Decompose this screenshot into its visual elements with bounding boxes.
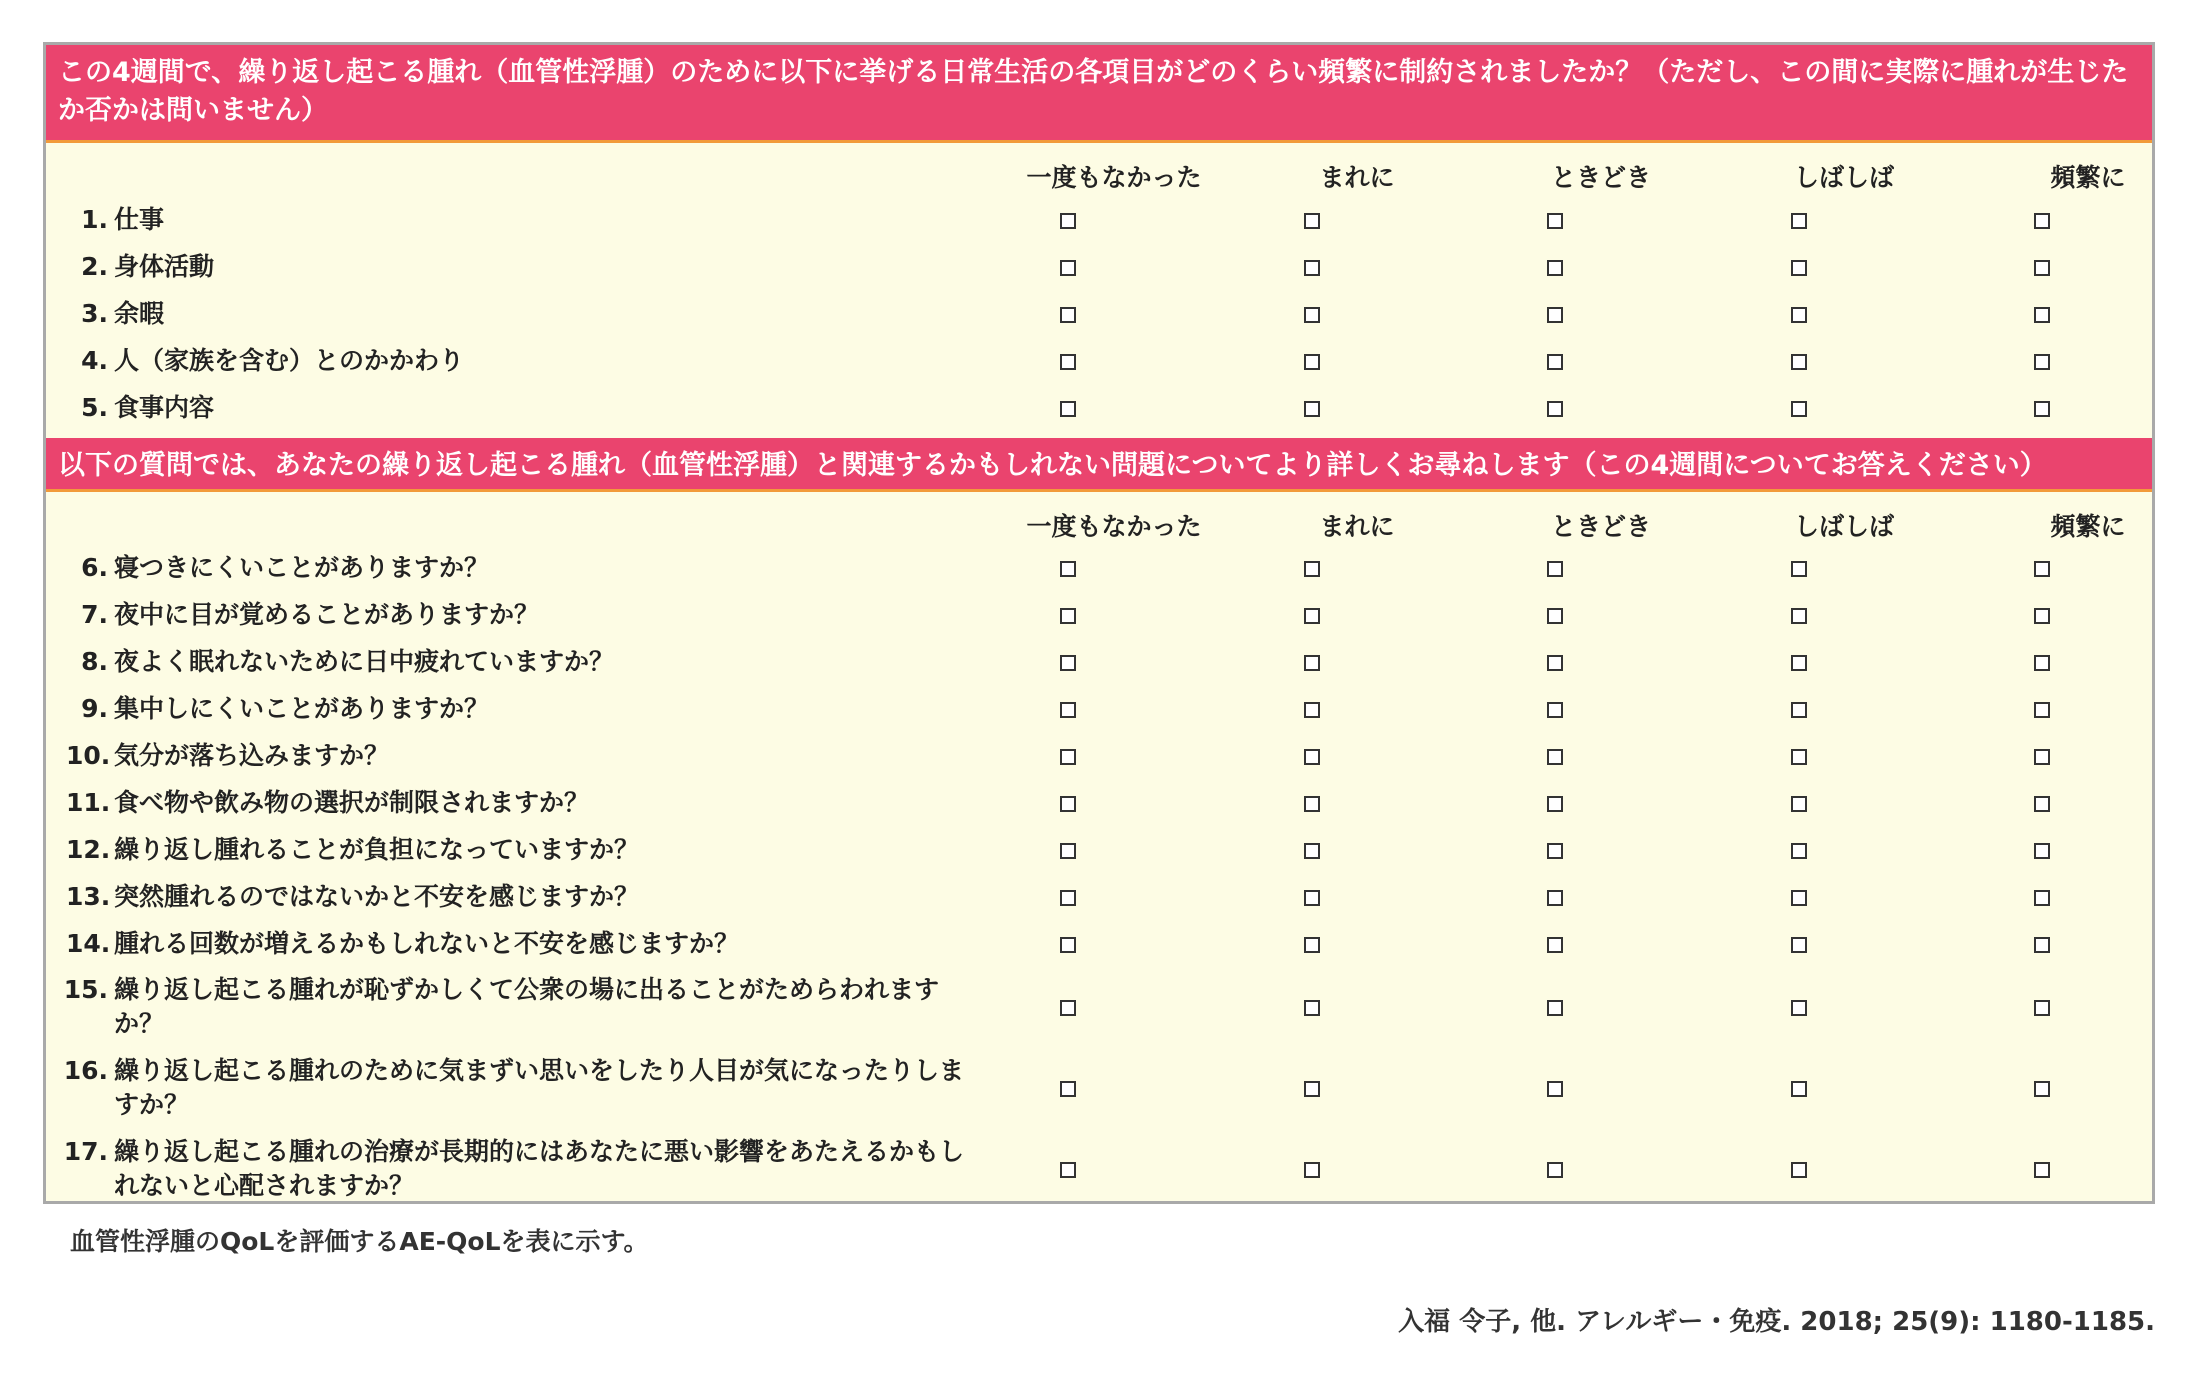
checkbox[interactable] (1304, 890, 1320, 906)
checkbox[interactable] (1547, 843, 1563, 859)
question-row: 14. 腫れる回数が増えるかもしれないと不安を感じますか？ (66, 929, 740, 958)
checkbox[interactable] (1060, 561, 1076, 577)
checkbox[interactable] (1791, 561, 1807, 577)
checkbox[interactable] (1304, 1081, 1320, 1097)
col-often: しばしば (1793, 163, 1894, 192)
checkbox[interactable] (1060, 890, 1076, 906)
checkbox[interactable] (1060, 655, 1076, 671)
checkbox[interactable] (1304, 1000, 1320, 1016)
checkbox[interactable] (1547, 749, 1563, 765)
checkbox[interactable] (1304, 561, 1320, 577)
checkbox[interactable] (1547, 796, 1563, 812)
checkbox[interactable] (1304, 307, 1320, 323)
checkbox[interactable] (2034, 655, 2050, 671)
checkbox[interactable] (1060, 1162, 1076, 1178)
question-row: 6. 寝つきにくいことがありますか？ (81, 553, 490, 582)
checkbox[interactable] (1791, 354, 1807, 370)
question-row: 3. 余暇 (81, 299, 165, 328)
checkbox[interactable] (2034, 401, 2050, 417)
checkbox[interactable] (1304, 608, 1320, 624)
checkbox[interactable] (1547, 655, 1563, 671)
col-sometimes: ときどき (1550, 512, 1651, 541)
checkbox[interactable] (2034, 608, 2050, 624)
checkbox[interactable] (2034, 749, 2050, 765)
checkbox[interactable] (2034, 890, 2050, 906)
checkbox[interactable] (2034, 307, 2050, 323)
question-row: 1. 仕事 (81, 205, 165, 234)
checkbox[interactable] (1547, 354, 1563, 370)
question-row: 17. 繰り返し起こる腫れの治療が長期的にはあなたに悪い影響をあたえるかもしれないと心配されますか？ (63, 1137, 965, 1200)
checkbox[interactable] (1791, 260, 1807, 276)
checkbox[interactable] (1304, 843, 1320, 859)
checkbox[interactable] (1060, 213, 1076, 229)
question-row: 16. 繰り返し起こる腫れのために気まずい思いをしたり人目が気になったりしますか？ (63, 1056, 965, 1119)
checkbox[interactable] (1304, 796, 1320, 812)
checkbox[interactable] (1547, 561, 1563, 577)
checkbox[interactable] (1060, 1081, 1076, 1097)
checkbox[interactable] (1791, 843, 1807, 859)
checkbox[interactable] (2034, 1162, 2050, 1178)
checkbox[interactable] (1060, 796, 1076, 812)
question-row: 11. 食べ物や飲み物の選択が制限されますか？ (66, 788, 590, 817)
checkbox[interactable] (1547, 401, 1563, 417)
col-rarely: まれに (1319, 163, 1395, 192)
checkbox[interactable] (1547, 702, 1563, 718)
checkbox[interactable] (1547, 307, 1563, 323)
checkbox[interactable] (1791, 608, 1807, 624)
question-row: 5. 食事内容 (81, 393, 215, 422)
checkbox[interactable] (2034, 702, 2050, 718)
question-row: 2. 身体活動 (81, 252, 215, 281)
citation: 入福 令子, 他. アレルギー・免疫. 2018; 25(9): 1180-1185. (1398, 1307, 2155, 1337)
checkbox[interactable] (2034, 213, 2050, 229)
checkbox[interactable] (1547, 1000, 1563, 1016)
checkbox[interactable] (1547, 1162, 1563, 1178)
question-row: 10. 気分が落ち込みますか？ (66, 741, 390, 770)
checkbox[interactable] (2034, 354, 2050, 370)
col-very-often: 頻繁に (2050, 512, 2126, 541)
checkbox[interactable] (1791, 213, 1807, 229)
checkbox[interactable] (1304, 354, 1320, 370)
question-row: 15. 繰り返し起こる腫れが恥ずかしくて公衆の場に出ることがためらわれますか？ (63, 975, 940, 1038)
checkbox[interactable] (1060, 749, 1076, 765)
checkbox[interactable] (2034, 796, 2050, 812)
question-row: 4. 人（家族を含む）とのかかわり (81, 346, 465, 375)
checkbox[interactable] (1060, 843, 1076, 859)
section2-header: 以下の質問では、あなたの繰り返し起こる腫れ（血管性浮腫）と関連するかもしれない問題についてより詳しくお尋ねします（この4週間についてお答えください） (46, 438, 2152, 492)
question-row: 7. 夜中に目が覚めることがありますか？ (81, 600, 540, 629)
checkbox[interactable] (1791, 655, 1807, 671)
checkbox[interactable] (1791, 401, 1807, 417)
col-never: 一度もなかった (1026, 163, 1202, 192)
checkbox[interactable] (1304, 260, 1320, 276)
checkbox[interactable] (1791, 1081, 1807, 1097)
checkbox[interactable] (1060, 608, 1076, 624)
section1-header: この4週間で、繰り返し起こる腫れ（血管性浮腫）のために以下に挙げる日常生活の各項目がどのくらい頻繁に制約されましたか？（ただし、この間に実際に腫れが生じたか否かは問いません） (46, 45, 2152, 143)
checkbox[interactable] (1060, 307, 1076, 323)
question-row: 8. 夜よく眠れないために日中疲れていますか？ (81, 647, 615, 676)
question-row: 12. 繰り返し腫れることが負担になっていますか？ (66, 835, 640, 864)
col-never: 一度もなかった (1026, 512, 1202, 541)
checkbox[interactable] (1304, 702, 1320, 718)
checkbox[interactable] (1791, 937, 1807, 953)
checkbox[interactable] (1791, 796, 1807, 812)
checkbox[interactable] (1791, 1162, 1807, 1178)
checkbox[interactable] (2034, 260, 2050, 276)
checkbox[interactable] (2034, 843, 2050, 859)
checkbox[interactable] (1791, 307, 1807, 323)
checkbox[interactable] (1060, 401, 1076, 417)
checkbox[interactable] (1060, 260, 1076, 276)
checkbox[interactable] (1547, 937, 1563, 953)
checkbox[interactable] (2034, 937, 2050, 953)
table-caption: 血管性浮腫のQoLを評価するAE-QoLを表に示す。 (70, 1227, 649, 1256)
checkbox[interactable] (1547, 213, 1563, 229)
checkbox[interactable] (1060, 702, 1076, 718)
checkbox[interactable] (1547, 1081, 1563, 1097)
checkbox[interactable] (2034, 1081, 2050, 1097)
col-sometimes: ときどき (1550, 163, 1651, 192)
checkbox[interactable] (1791, 702, 1807, 718)
checkbox[interactable] (1304, 1162, 1320, 1178)
checkbox[interactable] (1791, 1000, 1807, 1016)
col-often: しばしば (1793, 512, 1894, 541)
checkbox[interactable] (1547, 260, 1563, 276)
questionnaire-table (43, 42, 2155, 1204)
checkbox[interactable] (1304, 749, 1320, 765)
checkbox[interactable] (1304, 213, 1320, 229)
checkbox[interactable] (1791, 890, 1807, 906)
checkbox[interactable] (2034, 561, 2050, 577)
checkbox[interactable] (1304, 655, 1320, 671)
checkbox[interactable] (1060, 937, 1076, 953)
question-row: 9. 集中しにくいことがありますか？ (81, 694, 490, 723)
checkbox[interactable] (1791, 749, 1807, 765)
checkbox[interactable] (1060, 1000, 1076, 1016)
col-very-often: 頻繁に (2050, 163, 2126, 192)
checkbox[interactable] (1060, 354, 1076, 370)
checkbox[interactable] (2034, 1000, 2050, 1016)
checkbox[interactable] (1304, 937, 1320, 953)
checkbox[interactable] (1547, 608, 1563, 624)
question-row: 13. 突然腫れるのではないかと不安を感じますか？ (66, 882, 640, 911)
checkbox[interactable] (1304, 401, 1320, 417)
checkbox[interactable] (1547, 890, 1563, 906)
col-rarely: まれに (1319, 512, 1395, 541)
